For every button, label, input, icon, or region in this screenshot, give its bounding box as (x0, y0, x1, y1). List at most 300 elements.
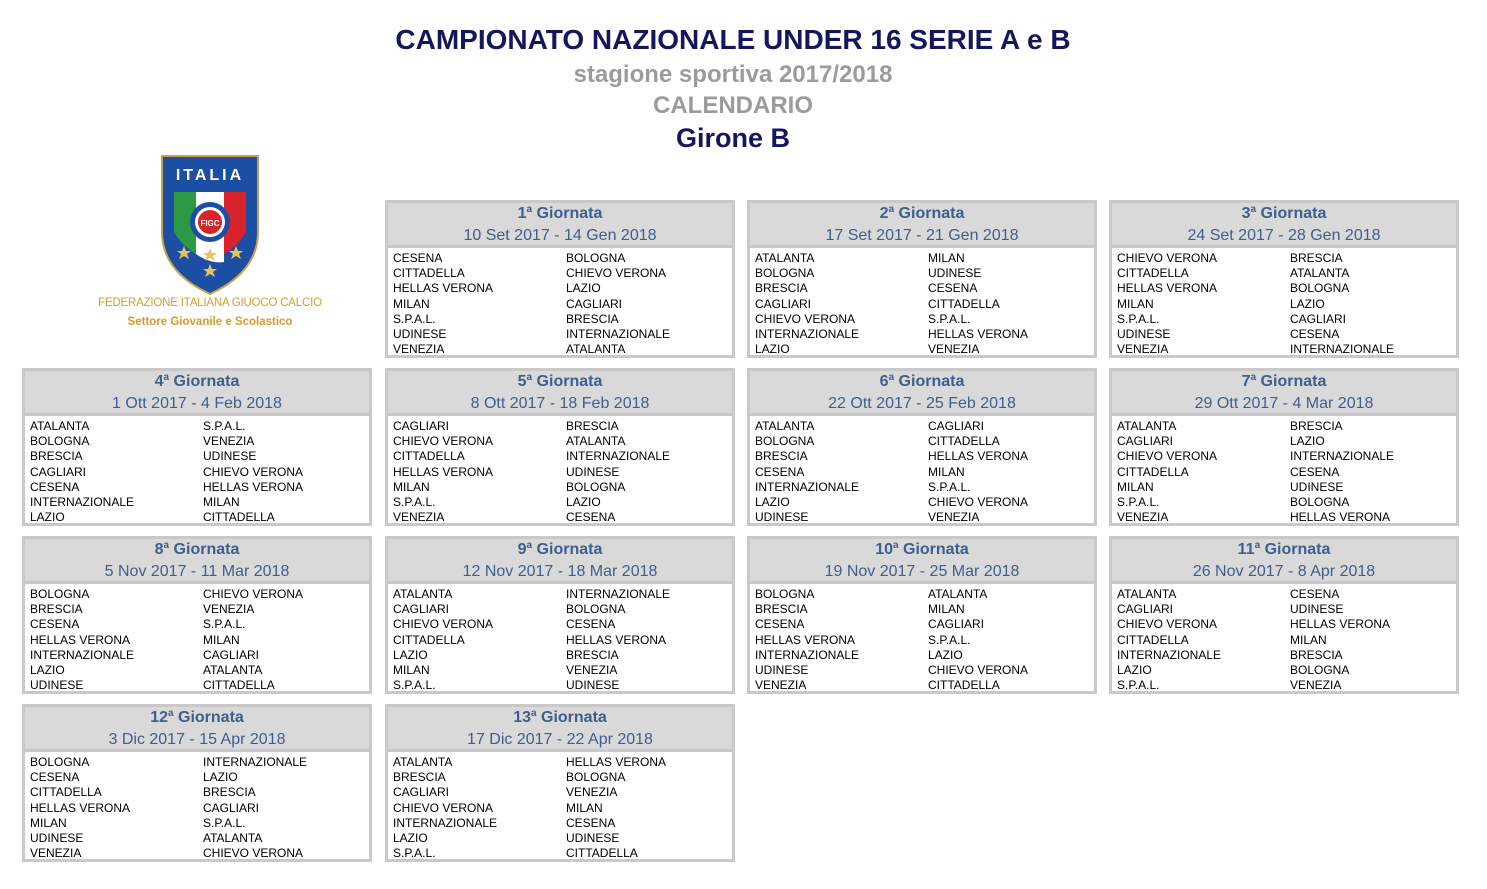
away-team: INTERNAZIONALE (1290, 449, 1395, 464)
round-ordinal: a (893, 540, 899, 551)
round-ordinal: a (1250, 372, 1257, 383)
home-team: INTERNAZIONALE (755, 326, 860, 341)
match-row (755, 648, 1094, 663)
round-header (388, 203, 732, 248)
match-row (1117, 495, 1456, 510)
round-number: 8 (154, 541, 164, 558)
away-team: BRESCIA (203, 785, 256, 800)
match-row (30, 602, 369, 617)
match-row (393, 617, 732, 632)
home-team: S.P.A.L. (393, 311, 436, 326)
home-team: HELLAS VERONA (755, 632, 856, 647)
match-row (393, 801, 732, 816)
round-dates: 17 Set 2017 - 21 Gen 2018 (825, 227, 1019, 244)
away-team: INTERNAZIONALE (1290, 342, 1395, 357)
round-ordinal: a (1250, 204, 1257, 215)
away-team: UDINESE (566, 464, 620, 479)
match-row (30, 770, 369, 785)
away-team: LAZIO (203, 770, 238, 785)
round-label: Giornata (898, 541, 969, 558)
away-team: S.P.A.L. (203, 617, 246, 632)
match-row (1117, 480, 1456, 495)
away-team: VENEZIA (566, 785, 618, 800)
home-team: CITTADELLA (1117, 632, 1189, 647)
home-team: ATALANTA (755, 251, 815, 265)
home-team: CHIEVO VERONA (1117, 617, 1218, 632)
home-team: S.P.A.L. (393, 494, 436, 509)
round-card (22, 368, 372, 526)
match-list (25, 752, 369, 861)
away-team: MILAN (203, 632, 240, 647)
round-title (388, 707, 732, 730)
away-team: LAZIO (566, 494, 601, 509)
round-card (747, 368, 1097, 526)
round-header (750, 203, 1094, 248)
away-team: CITTADELLA (203, 678, 275, 693)
round-dates: 29 Ott 2017 - 4 Mar 2018 (1194, 395, 1374, 412)
match-row (755, 434, 1094, 449)
away-team: HELLAS VERONA (566, 632, 667, 647)
home-team: S.P.A.L. (393, 678, 436, 693)
round-card (1109, 536, 1459, 694)
round-card (385, 704, 735, 862)
round-dates: 1 Ott 2017 - 4 Feb 2018 (112, 395, 282, 412)
match-row (1117, 312, 1456, 327)
home-team: CAGLIARI (755, 296, 812, 311)
home-team: INTERNAZIONALE (30, 647, 135, 662)
match-row (755, 251, 1094, 266)
home-team: CESENA (30, 617, 80, 632)
match-row (1117, 434, 1456, 449)
home-team: BOLOGNA (755, 266, 815, 281)
round-label: Giornata (1256, 373, 1327, 390)
home-team: CAGLIARI (30, 464, 87, 479)
home-team: LAZIO (393, 830, 428, 845)
match-row (30, 587, 369, 602)
match-row (755, 495, 1094, 510)
match-row (30, 648, 369, 663)
match-row (393, 663, 732, 678)
match-row (393, 449, 732, 464)
home-team: S.P.A.L. (393, 846, 436, 861)
away-team: CITTADELLA (928, 678, 1000, 693)
match-row (393, 465, 732, 480)
round-number: 10 (875, 541, 893, 558)
home-team: INTERNAZIONALE (755, 647, 860, 662)
match-row (1117, 617, 1456, 632)
away-team: UDINESE (928, 266, 982, 281)
match-row (393, 785, 732, 800)
round-header (388, 539, 732, 584)
match-row (30, 846, 369, 861)
match-row (755, 342, 1094, 357)
away-team: CHIEVO VERONA (203, 846, 304, 861)
home-team: CITTADELLA (1117, 266, 1189, 281)
away-team: BRESCIA (566, 311, 619, 326)
away-team: CHIEVO VERONA (928, 662, 1029, 677)
away-team: HELLAS VERONA (566, 755, 667, 769)
home-team: CESENA (755, 617, 805, 632)
match-row (30, 617, 369, 632)
away-team: MILAN (203, 494, 240, 509)
round-number: 4 (154, 373, 164, 390)
home-team: ATALANTA (393, 755, 453, 769)
round-number: 12 (150, 709, 168, 726)
round-header (1112, 539, 1456, 584)
round-ordinal: a (888, 204, 895, 215)
home-team: UDINESE (1117, 326, 1171, 341)
match-row (1117, 648, 1456, 663)
match-row (1117, 465, 1456, 480)
away-team: UDINESE (203, 449, 257, 464)
match-row (755, 633, 1094, 648)
home-team: CHIEVO VERONA (755, 311, 856, 326)
match-row (1117, 297, 1456, 312)
home-team: S.P.A.L. (1117, 494, 1160, 509)
match-row (30, 419, 369, 434)
match-list (25, 416, 369, 525)
round-title (750, 539, 1094, 562)
round-number: 7 (1241, 373, 1251, 390)
away-team: ATALANTA (203, 830, 263, 845)
home-team: MILAN (1117, 479, 1154, 494)
home-team: CHIEVO VERONA (393, 434, 494, 449)
match-row (1117, 342, 1456, 357)
match-row (1117, 587, 1456, 602)
figc-shield-icon (160, 154, 260, 296)
logo-badge-text: FIGC (200, 219, 220, 228)
home-team: BRESCIA (30, 449, 83, 464)
away-team: HELLAS VERONA (203, 479, 304, 494)
away-team: LAZIO (566, 281, 601, 296)
match-row (393, 648, 732, 663)
away-team: CESENA (1290, 464, 1340, 479)
match-row (393, 770, 732, 785)
away-team: BOLOGNA (566, 770, 626, 785)
round-label: Giornata (1256, 205, 1327, 222)
away-team: CHIEVO VERONA (566, 266, 667, 281)
home-team: BRESCIA (30, 602, 83, 617)
round-title (750, 371, 1094, 394)
match-row (393, 846, 732, 861)
match-row (30, 465, 369, 480)
home-team: LAZIO (755, 494, 790, 509)
round-label: Giornata (173, 709, 244, 726)
round-label: Giornata (532, 373, 603, 390)
home-team: CESENA (755, 464, 805, 479)
home-team: CITTADELLA (393, 449, 465, 464)
page-title: CAMPIONATO NAZIONALE UNDER 16 SERIE A e B (395, 24, 1071, 55)
round-header (1112, 371, 1456, 416)
round-ordinal: a (163, 372, 170, 383)
away-team: ATALANTA (566, 434, 626, 449)
match-list (388, 584, 732, 693)
round-dates: 12 Nov 2017 - 18 Mar 2018 (462, 563, 658, 580)
away-team: CITTADELLA (203, 510, 275, 525)
match-row (30, 816, 369, 831)
home-team: HELLAS VERONA (393, 281, 494, 296)
group-title: Girone B (675, 123, 790, 153)
home-team: CHIEVO VERONA (393, 800, 494, 815)
match-row (393, 480, 732, 495)
home-team: HELLAS VERONA (30, 632, 131, 647)
round-label: Giornata (532, 541, 603, 558)
home-team: CITTADELLA (393, 632, 465, 647)
round-number: 5 (517, 373, 527, 390)
away-team: CITTADELLA (566, 846, 638, 861)
match-row (393, 419, 732, 434)
away-team: MILAN (928, 251, 965, 265)
home-team: CAGLIARI (1117, 602, 1174, 617)
away-team: VENEZIA (203, 434, 255, 449)
match-row (755, 266, 1094, 281)
match-row (755, 663, 1094, 678)
match-row (30, 449, 369, 464)
home-team: LAZIO (755, 342, 790, 357)
home-team: LAZIO (30, 662, 65, 677)
match-row (393, 495, 732, 510)
match-row (755, 587, 1094, 602)
away-team: CHIEVO VERONA (203, 464, 304, 479)
away-team: BRESCIA (1290, 419, 1343, 433)
match-list (1112, 248, 1456, 357)
away-team: CITTADELLA (928, 434, 1000, 449)
match-row (393, 312, 732, 327)
away-team: ATALANTA (566, 342, 626, 357)
round-card (747, 536, 1097, 694)
away-team: CAGLIARI (203, 800, 260, 815)
round-ordinal: a (163, 540, 170, 551)
home-team: UDINESE (755, 662, 809, 677)
away-team: INTERNAZIONALE (566, 587, 671, 601)
away-team: CESENA (566, 617, 616, 632)
away-team: ATALANTA (203, 662, 263, 677)
home-team: BOLOGNA (30, 755, 90, 769)
away-team: INTERNAZIONALE (566, 326, 671, 341)
match-row (30, 831, 369, 846)
calendar-subtitle: CALENDARIO (653, 92, 813, 119)
home-team: HELLAS VERONA (1117, 281, 1218, 296)
home-team: S.P.A.L. (1117, 311, 1160, 326)
home-team: BOLOGNA (755, 434, 815, 449)
round-number: 3 (1241, 205, 1251, 222)
home-team: BRESCIA (755, 602, 808, 617)
away-team: HELLAS VERONA (1290, 617, 1391, 632)
home-team: CHIEVO VERONA (1117, 251, 1218, 265)
sector-name: Settore Giovanile e Scolastico (127, 316, 293, 328)
round-label: Giornata (169, 541, 240, 558)
match-list (750, 248, 1094, 357)
away-team: VENEZIA (928, 510, 980, 525)
round-dates: 5 Nov 2017 - 11 Mar 2018 (104, 563, 290, 580)
match-row (30, 495, 369, 510)
round-header (750, 539, 1094, 584)
match-row (393, 816, 732, 831)
home-team: CESENA (30, 479, 80, 494)
round-header (388, 707, 732, 752)
match-row (1117, 663, 1456, 678)
logo-shield-text: ITALIA (175, 167, 245, 184)
match-row (393, 602, 732, 617)
match-list (1112, 584, 1456, 693)
home-team: CITTADELLA (30, 785, 102, 800)
away-team: CITTADELLA (928, 296, 1000, 311)
away-team: S.P.A.L. (928, 479, 971, 494)
away-team: CAGLIARI (203, 647, 260, 662)
away-team: MILAN (566, 800, 603, 815)
match-list (388, 416, 732, 525)
home-team: CHIEVO VERONA (1117, 449, 1218, 464)
round-number: 1 (517, 205, 527, 222)
match-row (393, 342, 732, 357)
round-card (385, 368, 735, 526)
away-team: BOLOGNA (1290, 494, 1350, 509)
round-dates: 10 Set 2017 - 14 Gen 2018 (463, 227, 657, 244)
away-team: BRESCIA (1290, 647, 1343, 662)
away-team: INTERNAZIONALE (566, 449, 671, 464)
home-team: ATALANTA (755, 419, 815, 433)
round-header (388, 371, 732, 416)
round-title (25, 707, 369, 730)
away-team: HELLAS VERONA (1290, 510, 1391, 525)
round-title (388, 203, 732, 226)
match-row (1117, 678, 1456, 693)
away-team: LAZIO (928, 647, 963, 662)
home-team: MILAN (1117, 296, 1154, 311)
round-title (25, 371, 369, 394)
match-row (755, 602, 1094, 617)
round-title (388, 539, 732, 562)
round-header (25, 539, 369, 584)
home-team: LAZIO (1117, 662, 1152, 677)
home-team: LAZIO (393, 647, 428, 662)
away-team: CESENA (566, 815, 616, 830)
round-number: 11 (1237, 541, 1255, 558)
away-team: BOLOGNA (566, 479, 626, 494)
away-team: ATALANTA (1290, 266, 1350, 281)
round-card (22, 536, 372, 694)
away-team: BOLOGNA (566, 602, 626, 617)
away-team: CHIEVO VERONA (928, 494, 1029, 509)
home-team: BOLOGNA (755, 587, 815, 601)
home-team: INTERNAZIONALE (1117, 647, 1222, 662)
match-row (393, 251, 732, 266)
round-number: 6 (879, 373, 889, 390)
match-row (30, 633, 369, 648)
match-row (30, 785, 369, 800)
round-header (750, 371, 1094, 416)
round-title (25, 539, 369, 562)
round-number: 2 (879, 205, 889, 222)
away-team: UDINESE (566, 678, 620, 693)
round-card (747, 200, 1097, 358)
away-team: UDINESE (1290, 602, 1344, 617)
home-team: VENEZIA (393, 510, 445, 525)
match-row (30, 678, 369, 693)
home-team: CITTADELLA (1117, 464, 1189, 479)
home-team: VENEZIA (1117, 510, 1169, 525)
match-row (755, 281, 1094, 296)
away-team: LAZIO (1290, 296, 1325, 311)
home-team: ATALANTA (393, 587, 453, 601)
away-team: S.P.A.L. (203, 815, 246, 830)
match-row (1117, 327, 1456, 342)
home-team: UDINESE (30, 678, 84, 693)
away-team: LAZIO (1290, 434, 1325, 449)
match-row (30, 663, 369, 678)
away-team: BOLOGNA (566, 251, 626, 265)
match-row (393, 755, 732, 770)
away-team: VENEZIA (203, 602, 255, 617)
home-team: MILAN (30, 815, 67, 830)
match-row (393, 327, 732, 342)
home-team: ATALANTA (1117, 587, 1177, 601)
home-team: CAGLIARI (393, 602, 450, 617)
home-team: CESENA (393, 251, 443, 265)
home-team: ATALANTA (1117, 419, 1177, 433)
round-number: 13 (513, 709, 531, 726)
round-ordinal: a (168, 708, 174, 719)
round-card (385, 536, 735, 694)
match-row (755, 678, 1094, 693)
home-team: MILAN (393, 296, 430, 311)
away-team: MILAN (928, 464, 965, 479)
round-number: 9 (517, 541, 527, 558)
away-team: BRESCIA (1290, 251, 1343, 265)
match-row (1117, 251, 1456, 266)
match-row (30, 801, 369, 816)
round-title (1112, 203, 1456, 226)
match-row (393, 266, 732, 281)
match-row (393, 633, 732, 648)
away-team: CHIEVO VERONA (203, 587, 304, 601)
match-row (755, 465, 1094, 480)
match-list (25, 584, 369, 693)
round-title (1112, 371, 1456, 394)
away-team: S.P.A.L. (203, 419, 246, 433)
away-team: UDINESE (566, 830, 620, 845)
match-row (755, 312, 1094, 327)
home-team: UDINESE (755, 510, 809, 525)
away-team: CAGLIARI (1290, 311, 1347, 326)
match-row (755, 480, 1094, 495)
match-row (755, 617, 1094, 632)
home-team: UDINESE (30, 830, 84, 845)
match-row (1117, 633, 1456, 648)
match-list (750, 416, 1094, 525)
match-list (1112, 416, 1456, 525)
match-list (388, 248, 732, 357)
match-row (1117, 602, 1456, 617)
match-row (30, 510, 369, 525)
home-team: HELLAS VERONA (393, 464, 494, 479)
home-team: VENEZIA (1117, 342, 1169, 357)
round-ordinal: a (531, 708, 537, 719)
match-row (30, 755, 369, 770)
match-row (1117, 419, 1456, 434)
home-team: CAGLIARI (1117, 434, 1174, 449)
away-team: ATALANTA (928, 587, 988, 601)
match-row (393, 587, 732, 602)
home-team: BRESCIA (393, 770, 446, 785)
home-team: CAGLIARI (393, 419, 450, 433)
away-team: MILAN (928, 602, 965, 617)
round-dates: 24 Set 2017 - 28 Gen 2018 (1187, 227, 1381, 244)
home-team: INTERNAZIONALE (755, 479, 860, 494)
away-team: CAGLIARI (928, 419, 985, 433)
away-team: CAGLIARI (566, 296, 623, 311)
match-row (393, 297, 732, 312)
